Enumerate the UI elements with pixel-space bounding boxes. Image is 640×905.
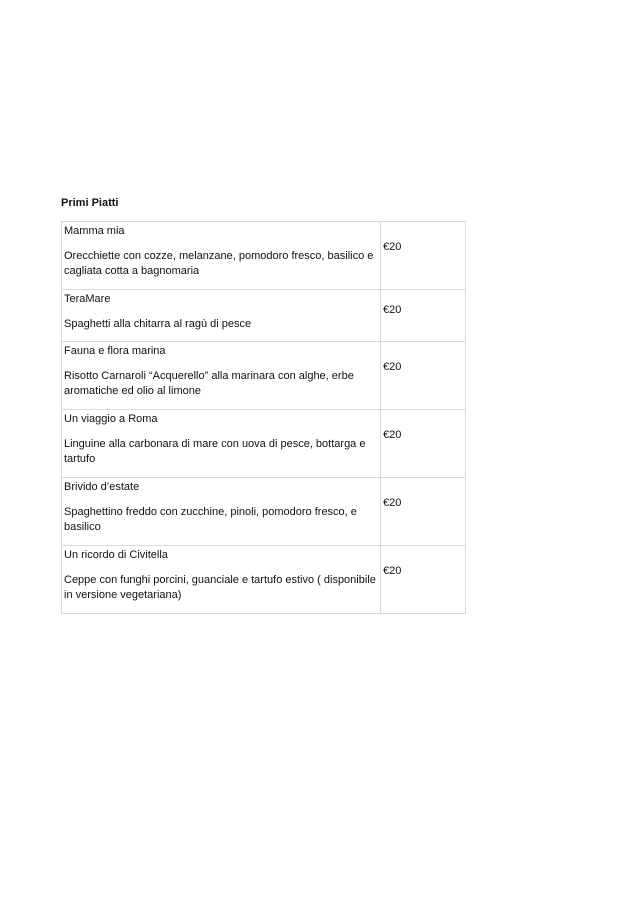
dish-cell xyxy=(62,342,381,410)
dish-description: Linguine alla carbonara di mare con uova di pesce, bottarga e tartufo xyxy=(64,438,366,465)
dish-price: €20 xyxy=(383,496,402,509)
dish-description: Risotto Carnaroli “Acquerello” alla marinara con alghe, erbe aromatiche ed olio al limone xyxy=(64,370,354,397)
dish-cell xyxy=(62,478,381,546)
dish-price: €20 xyxy=(383,304,402,316)
dish-description: Spaghetti alla chitarra al ragù di pesce xyxy=(64,318,252,330)
dish-name: Un ricordo di Civitella xyxy=(64,549,168,561)
section-title: Primi Piatti xyxy=(61,197,119,209)
dish-description: Ceppe con funghi porcini, guanciale e tartufo estivo ( disponibile in versione vegetariana) xyxy=(64,574,376,601)
dish-name: Brivido d’estate xyxy=(64,481,140,493)
table-row xyxy=(62,478,466,546)
dish-name: TeraMare xyxy=(64,293,111,305)
price-cell xyxy=(381,410,466,478)
dish-price: €20 xyxy=(383,240,402,253)
dish-cell xyxy=(62,410,381,478)
menu-table xyxy=(61,221,466,614)
price-cell xyxy=(381,222,466,290)
dish-cell xyxy=(62,546,381,614)
price-cell xyxy=(381,342,466,410)
dish-price: €20 xyxy=(383,564,402,577)
table-row xyxy=(62,222,466,290)
dish-cell xyxy=(62,222,381,290)
dish-description: Spaghettino freddo con zucchine, pinoli, pomodoro fresco, e basilico xyxy=(64,506,357,533)
table-row xyxy=(62,342,466,410)
dish-cell xyxy=(62,290,381,342)
dish-description: Orecchiette con cozze, melanzane, pomodoro fresco, basilico e cagliata cotta a bagnomaria xyxy=(64,250,374,277)
dish-name: Fauna e flora marina xyxy=(64,345,166,357)
dish-name: Un viaggio a Roma xyxy=(64,413,158,425)
dish-price: €20 xyxy=(383,428,402,441)
table-row xyxy=(62,290,466,342)
price-cell xyxy=(381,546,466,614)
price-cell xyxy=(381,290,466,342)
dish-name: Mamma mia xyxy=(64,225,125,237)
price-cell xyxy=(381,478,466,546)
table-row xyxy=(62,546,466,614)
table-row xyxy=(62,410,466,478)
dish-price: €20 xyxy=(383,360,402,373)
